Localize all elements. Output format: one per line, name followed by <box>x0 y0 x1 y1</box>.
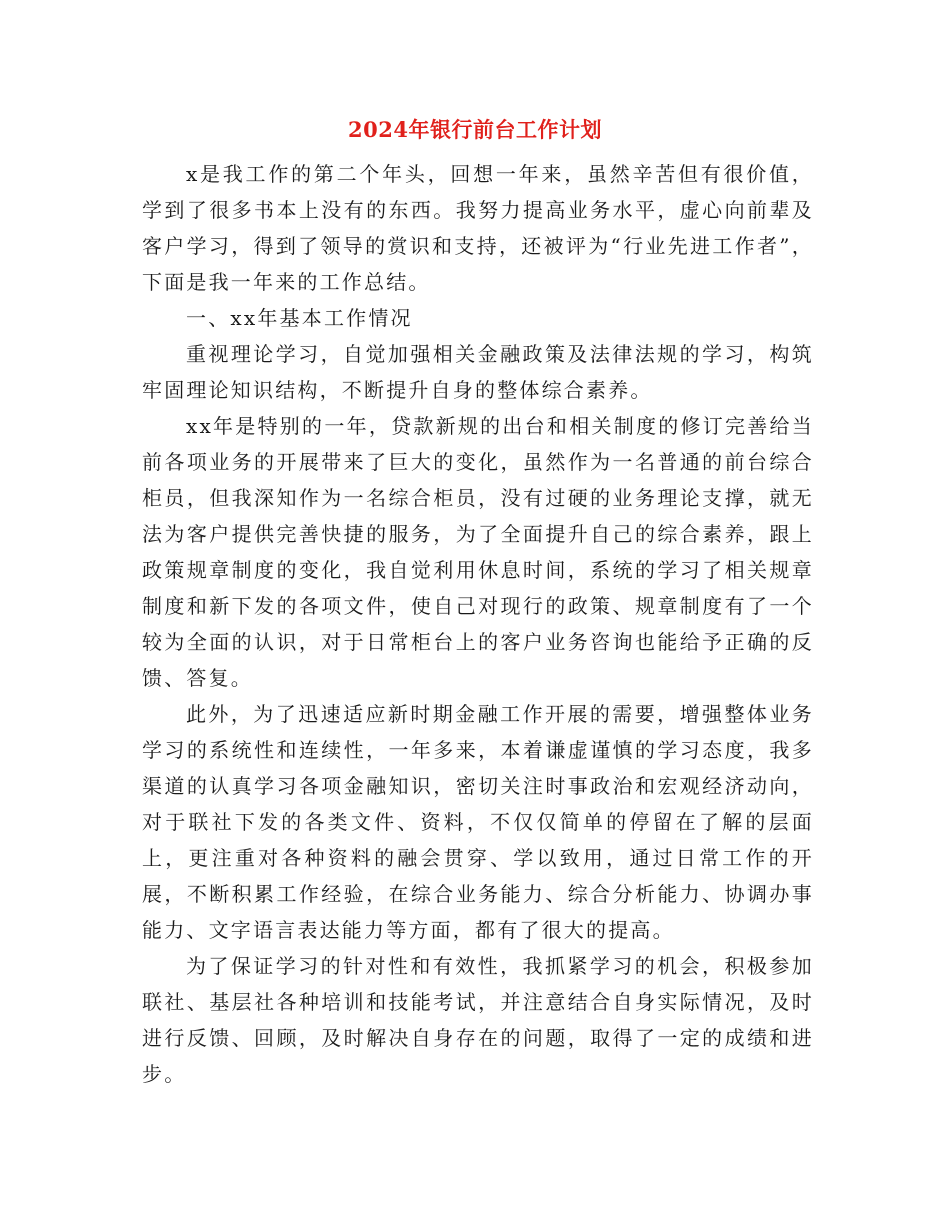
document-body <box>142 156 814 1092</box>
section-heading: 一、xx年基本工作情况 <box>186 306 413 330</box>
paragraph-financial-knowledge: 此外，为了迅速适应新时期金融工作开展的需要，增强整体业务学习的系统性和连续性，一年多来，本着谦虚谨慎的学习态度，我多渠道的认真学习各项金融知识，密切关注时事政治和宏观经济动向，对于联社下发的各类文件、资料，不仅仅简单的停留在了解的层面上，更注重对各种资料的融会贯穿、学以致用，通过日常工作的开展，不断积累工作经验，在综合业务能力、综合分析能力、协调办事能力、文字语言表达能力等方面，都有了很大的提高。 <box>142 702 814 942</box>
paragraph-theory-study: 重视理论学习，自觉加强相关金融政策及法律法规的学习，构筑牢固理论知识结构，不断提升自身的整体综合素养。 <box>142 342 814 402</box>
paragraph-intro: x是我工作的第二个年头，回想一年来，虽然辛苦但有很价值，学到了很多书本上没有的东西。我努力提高业务水平，虚心向前辈及客户学习，得到了领导的赏识和支持，还被评为“行业先进工作者”，下面是我一年来的工作总结。 <box>142 162 814 294</box>
paragraph-new-regulations: xx年是特别的一年，贷款新规的出台和相关制度的修订完善给当前各项业务的开展带来了巨大的变化，虽然作为一名普通的前台综合柜员，但我深知作为一名综合柜员，没有过硬的业务理论支撑，就无法为客户提供完善快捷的服务，为了全面提升自己的综合素养，跟上政策规章制度的变化，我自觉利用休息时间，系统的学习了相关规章制度和新下发的各项文件，使自己对现行的政策、规章制度有了一个较为全面的认识，对于日常柜台上的客户业务咨询也能给予正确的反馈、答复。 <box>142 414 814 690</box>
paragraph-training: 为了保证学习的针对性和有效性，我抓紧学习的机会，积极参加联社、基层社各种培训和技能考试，并注意结合自身实际情况，及时进行反馈、回顾，及时解决自身存在的问题，取得了一定的成绩和进步。 <box>142 954 814 1086</box>
document-title: 2024年银行前台工作计划 <box>348 117 602 142</box>
